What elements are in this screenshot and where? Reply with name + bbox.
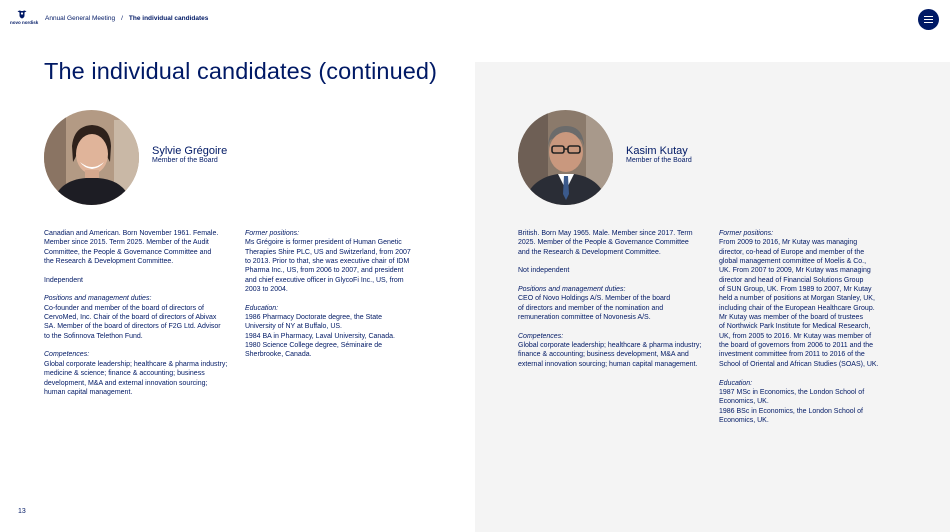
text-line: Committee, the People & Governance Committee and — [44, 248, 212, 256]
text-line: external innovation sourcing; human capital management. — [518, 360, 698, 368]
positions-section — [44, 294, 234, 341]
text-line: Global corporate leadership; healthcare & pharma industry; — [518, 342, 702, 350]
candidate-history-column — [719, 229, 909, 425]
text-line: the board of governors from 2006 to 2011 and the — [719, 342, 873, 350]
text-line: human capital management. — [44, 388, 133, 396]
text-line: Pharma Inc., US, from 2006 to 2007, and president — [245, 267, 404, 275]
candidate-bio-column — [44, 229, 234, 397]
bio-paragraph — [518, 229, 708, 257]
section-label: Positions and management duties: — [518, 286, 626, 294]
text-line: of Northwick Park Institute for Medical Research, — [719, 323, 871, 331]
text-line: 1986 BSc in Economics, the London School of — [719, 407, 863, 415]
text-line: 1980 Science College degree, Séminaire de — [245, 342, 382, 350]
text-line: Global corporate leadership; healthcare & pharma industry; — [44, 360, 228, 368]
text-line: investment committee from 2011 to 2016 of the — [719, 351, 865, 359]
text-line: British. Born May 1965. Male. Member since 2017. Term — [518, 230, 693, 237]
text-line: global management committee of Moelis & Co., — [719, 258, 867, 266]
text-line: of SUN Group, UK. From 1989 to 2007, Mr Kutay — [719, 286, 872, 294]
section-label: Competences: — [44, 351, 90, 359]
page-number: 13 — [18, 508, 26, 515]
section-label: Positions and management duties: — [44, 295, 152, 303]
text-line: 1986 Pharmacy Doctorate degree, the State — [245, 314, 382, 322]
text-line: Mr Kutay was member of the board of trustees — [719, 314, 863, 322]
text-line: UK. From 2007 to 2009, Mr Kutay was managing — [719, 267, 871, 275]
candidate-name: Kasim Kutay — [626, 145, 688, 157]
section-label: Education: — [245, 304, 279, 312]
bio-paragraph — [44, 229, 234, 266]
competences-section — [518, 332, 708, 369]
logo-wordmark: novo nordisk — [10, 20, 39, 25]
section-label: Former positions: — [245, 230, 300, 237]
candidate-photo-sylvie — [44, 110, 139, 205]
text-line: UK, from 2005 to 2016. Mr Kutay was member of — [719, 332, 872, 340]
section-label: Education: — [719, 379, 753, 387]
text-line: held a number of positions at Morgan Stanley, UK, — [719, 295, 875, 303]
text-line: of directors and member of the nomination and — [518, 304, 664, 312]
text-line: to 2013. Prior to that, she was executive chair of IDM — [245, 258, 410, 266]
text-line: 1984 BA in Pharmacy, Laval University, Canada. — [245, 332, 395, 340]
text-line: 2025. Member of the People & Governance Committee — [518, 239, 689, 247]
text-line: Canadian and American. Born November 1961. Female. — [44, 230, 219, 237]
candidate-history-column — [245, 229, 435, 360]
positions-section — [518, 285, 708, 322]
text-line: SA. Member of the board of directors of F2G Ltd. Advisor — [44, 323, 221, 331]
text-line: Ms Grégoire is former president of Human Genetic — [245, 239, 402, 247]
candidate-role: Member of the Board — [152, 157, 218, 164]
text-line: 2003 to 2004. — [245, 286, 288, 294]
education-section — [719, 379, 909, 426]
text-line: medicine & science; finance & accounting; business — [44, 370, 205, 378]
text-line: University of NY at Buffalo, US. — [245, 323, 343, 331]
text-line: and chief executive officer in GlycoFi Inc., US, from — [245, 276, 404, 284]
text-line: director, co-head of Europe and member of the — [719, 248, 865, 256]
breadcrumb — [45, 15, 208, 22]
breadcrumb-parent[interactable]: Annual General Meeting — [45, 15, 116, 22]
independence-status: Not independent — [518, 267, 570, 275]
text-line: Co-founder and member of the board of directors of — [44, 304, 204, 312]
portrait-image — [518, 110, 613, 205]
section-label: Former positions: — [719, 230, 774, 237]
competences-section — [44, 350, 234, 397]
text-line: Sherbrooke, Canada. — [245, 351, 312, 359]
text-line: and the Research & Development Committee. — [518, 248, 661, 256]
menu-button[interactable] — [918, 9, 939, 30]
text-line: From 2009 to 2016, Mr Kutay was managing — [719, 239, 858, 247]
text-line: Therapies Shire PLC, US and Switzerland, from 2007 — [245, 248, 411, 256]
education-section — [245, 304, 435, 360]
candidate-name: Sylvie Grégoire — [152, 145, 228, 157]
candidate-photo-kasim — [518, 110, 613, 205]
text-line: development, M&A and external innovation sourcing; — [44, 379, 208, 387]
portrait-image — [44, 110, 139, 205]
text-line: CEO of Novo Holdings A/S. Member of the board — [518, 295, 671, 303]
candidate-bio-column — [518, 229, 708, 369]
text-line: remuneration committee of Novonesis A/S. — [518, 314, 651, 322]
text-line: Economics, UK. — [719, 416, 769, 424]
text-line: Member since 2015. Term 2025. Member of the Audit — [44, 239, 209, 247]
independence-status: Independent — [44, 276, 83, 284]
text-line: including chair of the European Healthcare Group. — [719, 304, 875, 312]
text-line: School of Oriental and African Studies (SOAS), UK. — [719, 360, 879, 368]
former-positions-section — [719, 229, 909, 369]
text-line: CervoMed, Inc. Chair of the board of directors of Abivax — [44, 314, 217, 322]
former-positions-section — [245, 229, 435, 294]
company-logo[interactable] — [10, 9, 39, 27]
text-line: 1987 MSc in Economics, the London School of — [719, 388, 865, 396]
breadcrumb-separator: / — [121, 15, 123, 22]
breadcrumb-current: The individual candidates — [128, 15, 209, 22]
text-line: to the Sofinnova Telethon Fund. — [44, 332, 143, 340]
text-line: Economics, UK. — [719, 398, 769, 406]
text-line: the Research & Development Committee. — [44, 258, 174, 266]
text-line: finance & accounting; business development, M&A and — [518, 351, 689, 359]
hamburger-menu-icon — [924, 16, 933, 23]
page-title: The individual candidates (continued) — [44, 58, 437, 84]
candidate-role: Member of the Board — [626, 157, 692, 164]
text-line: director and head of Financial Solutions Group — [719, 276, 864, 284]
section-label: Competences: — [518, 332, 564, 340]
apis-bull-icon — [16, 9, 28, 20]
